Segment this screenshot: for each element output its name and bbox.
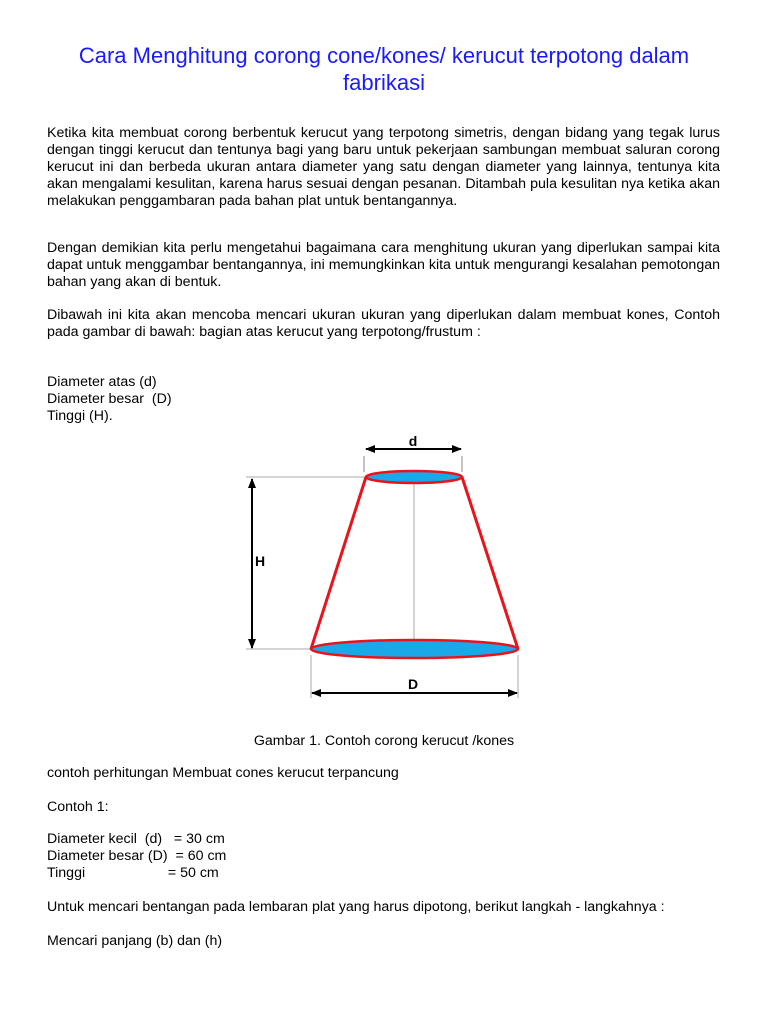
example-value-height: Tinggi = 50 cm bbox=[47, 865, 219, 881]
step-1: Mencari panjang (b) dan (h) bbox=[47, 933, 223, 949]
figure-caption: Gambar 1. Contoh corong kerucut /kones bbox=[253, 733, 515, 749]
definition-top-diameter: Diameter atas (d) bbox=[47, 374, 157, 390]
frustum-right-side bbox=[462, 477, 518, 649]
label-bottom-diameter: D bbox=[407, 676, 419, 692]
paragraph-example: Dibawah ini kita akan mencoba mencari ukuran ukuran yang diperlukan dalam membuat kones, Contoh pada gambar di bawah: bagian atas kerucut yang terpotong/frustum : bbox=[47, 307, 720, 340]
example-value-large-diameter: Diameter besar (D) = 60 cm bbox=[47, 848, 227, 864]
frustum-diagram bbox=[0, 420, 768, 710]
frustum-left-side bbox=[311, 477, 366, 649]
example-intro: contoh perhitungan Membuat cones kerucut terpancung bbox=[47, 765, 399, 781]
steps-intro: Untuk mencari bentangan pada lembaran plat yang harus dipotong, berikut langkah - langkahnya : bbox=[47, 899, 665, 915]
bottom-ellipse bbox=[311, 640, 518, 658]
example-heading: Contoh 1: bbox=[47, 799, 109, 815]
label-top-diameter: d bbox=[408, 433, 418, 449]
top-ellipse bbox=[366, 471, 462, 483]
example-value-small-diameter: Diameter kecil (d) = 30 cm bbox=[47, 831, 225, 847]
paragraph-intro: Ketika kita membuat corong berbentuk kerucut yang terpotong simetris, dengan bidang yang tegak lurus dengan tinggi kerucut dan tentunya bagi yang baru untuk pekerjaan sambungan membuat saluran corong kerucut ini dan berbeda ukuran antara diameter yang satu dengan diameter yang lainnya, tentunya kita akan mengalami kesulitan, karena harus sesuai dengan pesanan. Ditambah pula kesulitan nya ketika akan melakukan penggambaran pada bahan plat untuk bentangannya. bbox=[47, 125, 720, 209]
page-title: Cara Menghitung corong cone/kones/ kerucut terpotong dalam fabrikasi bbox=[78, 43, 690, 95]
label-height: H bbox=[254, 553, 266, 569]
paragraph-purpose: Dengan demikian kita perlu mengetahui bagaimana cara menghitung ukuran yang diperlukan sampai kita dapat untuk menggambar bentangannya, ini memungkinkan kita untuk mengurangi kesalahan pemotongan bahan yang akan di bentuk. bbox=[47, 240, 720, 290]
definition-height: Tinggi (H). bbox=[47, 408, 113, 424]
definition-large-diameter: Diameter besar (D) bbox=[47, 391, 172, 407]
